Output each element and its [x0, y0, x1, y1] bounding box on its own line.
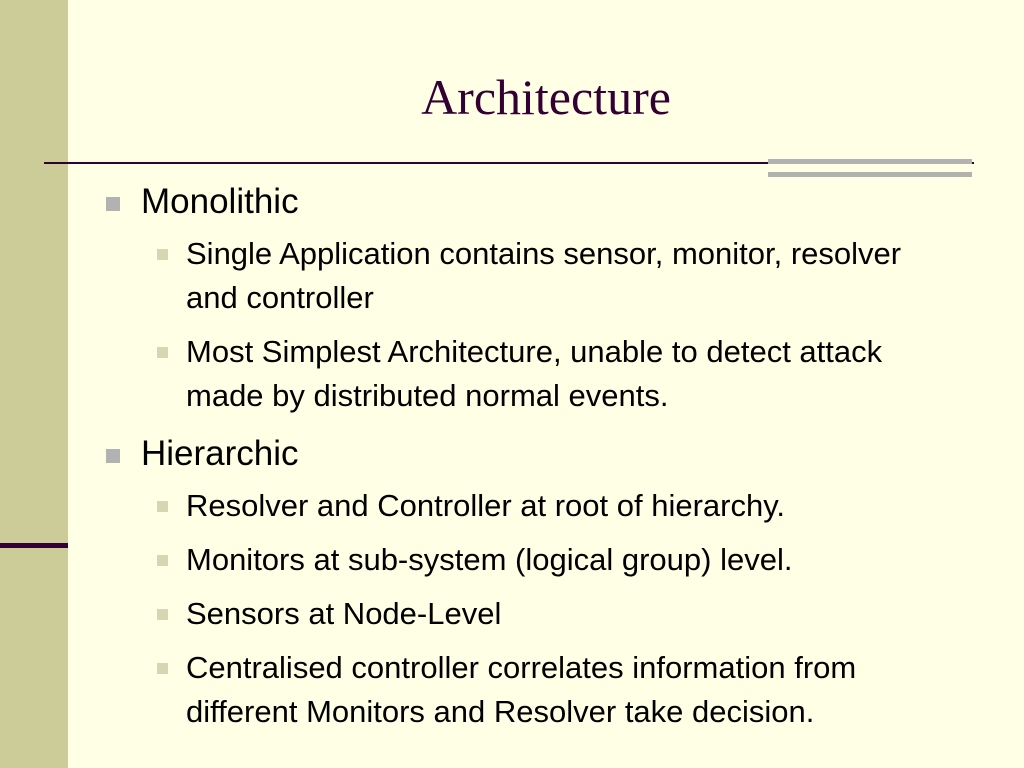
sub-bullet-text: Monitors at sub-system (logical group) level.: [186, 542, 793, 577]
bullet-hierarchic: [100, 432, 960, 476]
square-bullet-icon: [157, 609, 168, 620]
slide-body: [100, 180, 960, 744]
square-bullet-icon: [157, 501, 168, 512]
sub-bullet-text: Centralised controller correlates information from different Monitors and Resolver take decision.: [186, 650, 857, 729]
sub-bullet: [141, 592, 916, 636]
divider-accent-bottom: [768, 172, 972, 177]
sub-bullet: [141, 646, 916, 734]
square-bullet-icon: [106, 197, 120, 211]
square-bullet-icon: [157, 347, 168, 358]
bullet-monolithic: [100, 180, 960, 224]
sub-bullet-text: Resolver and Controller at root of hierarchy.: [186, 488, 786, 523]
left-decorative-bar: [0, 0, 68, 768]
left-bar-accent-line: [0, 543, 68, 548]
square-bullet-icon: [157, 663, 168, 674]
sub-bullet: [141, 330, 916, 418]
sub-bullet: [141, 232, 916, 320]
square-bullet-icon: [106, 449, 120, 463]
square-bullet-icon: [157, 249, 168, 260]
sub-bullet-text: Single Application contains sensor, monitor, resolver and controller: [186, 236, 902, 315]
sub-bullet-text: Sensors at Node-Level: [186, 596, 502, 631]
bullet-text: Hierarchic: [141, 434, 299, 473]
slide-title: Architecture: [421, 69, 671, 125]
divider-accent-top: [768, 159, 972, 164]
sub-bullet-text: Most Simplest Architecture, unable to detect attack made by distributed normal events.: [186, 334, 883, 413]
bullet-text: Monolithic: [141, 182, 299, 221]
sub-bullet: [141, 484, 916, 528]
sub-bullet: [141, 538, 916, 582]
square-bullet-icon: [157, 555, 168, 566]
